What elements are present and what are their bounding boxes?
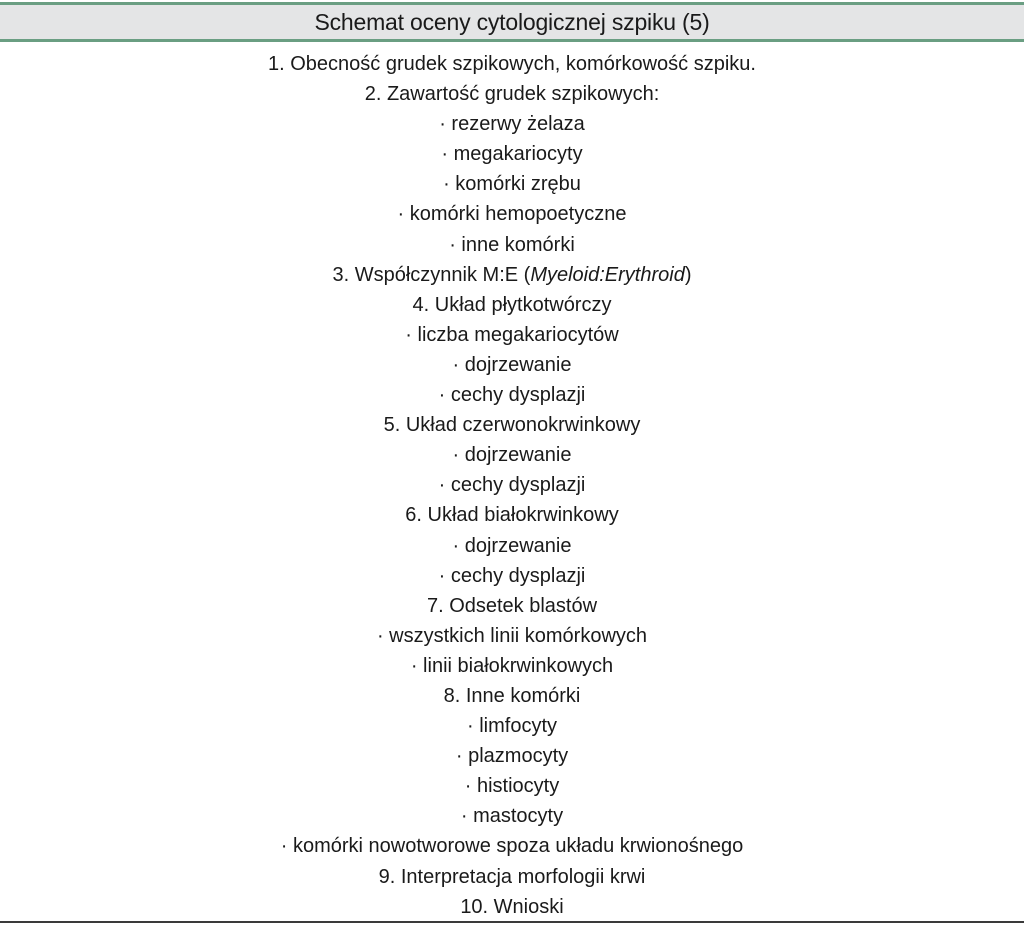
- list-item: 10. Wnioski: [460, 895, 564, 918]
- list-item: · plazmocyty: [455, 745, 569, 768]
- list-item: · cechy dysplazji: [438, 384, 586, 407]
- list-item: 5. Układ czerwonokrwinkowy: [383, 414, 641, 437]
- list-item: · dojrzewanie: [452, 444, 572, 467]
- table-bottom-rule: [0, 921, 1024, 923]
- list-item: · limfocyty: [467, 715, 557, 738]
- list-item-suffix: ): [684, 263, 692, 286]
- list-item: · megakariocyty: [441, 143, 583, 166]
- list-item: 8. Inne komórki: [443, 684, 581, 707]
- list-item: 9. Interpretacja morfologii krwi: [378, 865, 646, 888]
- list-item: · cechy dysplazji: [438, 474, 586, 497]
- list-item: 1. Obecność grudek szpikowych, komórkowość szpiku.: [268, 53, 756, 75]
- list-item: · linii białokrwinkowych: [410, 654, 614, 677]
- list-item: · mastocyty: [460, 805, 564, 828]
- table-body: [0, 49, 1024, 922]
- list-item: · dojrzewanie: [452, 534, 572, 557]
- table-header: [0, 2, 1024, 42]
- list-item: · cechy dysplazji: [438, 564, 586, 587]
- list-item: · komórki nowotworowe spoza układu krwionośnego: [280, 835, 744, 858]
- list-item: · liczba megakariocytów: [405, 323, 619, 346]
- table-title: Schemat oceny cytologicznej szpiku (5): [314, 8, 710, 35]
- list-item: 6. Układ białokrwinkowy: [405, 504, 619, 527]
- list-item: · histiocyty: [464, 775, 560, 798]
- list-item: · komórki zrębu: [443, 173, 581, 196]
- list-item-prefix: 3. Współczynnik M:E (: [332, 263, 531, 286]
- list-item: 4. Układ płytkotwórczy: [412, 293, 612, 316]
- list-item: · rezerwy żelaza: [439, 113, 585, 136]
- list-item: 2. Zawartość grudek szpikowych:: [364, 83, 660, 106]
- list-item: · wszystkich linii komórkowych: [376, 624, 648, 647]
- list-item: 7. Odsetek blastów: [426, 594, 598, 617]
- list-item: · komórki hemopoetyczne: [397, 203, 627, 226]
- list-item: [0, 260, 1024, 290]
- list-item-italic: Myeloid:Erythroid: [530, 263, 685, 286]
- list-item: · dojrzewanie: [452, 353, 572, 376]
- list-item: · inne komórki: [449, 233, 575, 256]
